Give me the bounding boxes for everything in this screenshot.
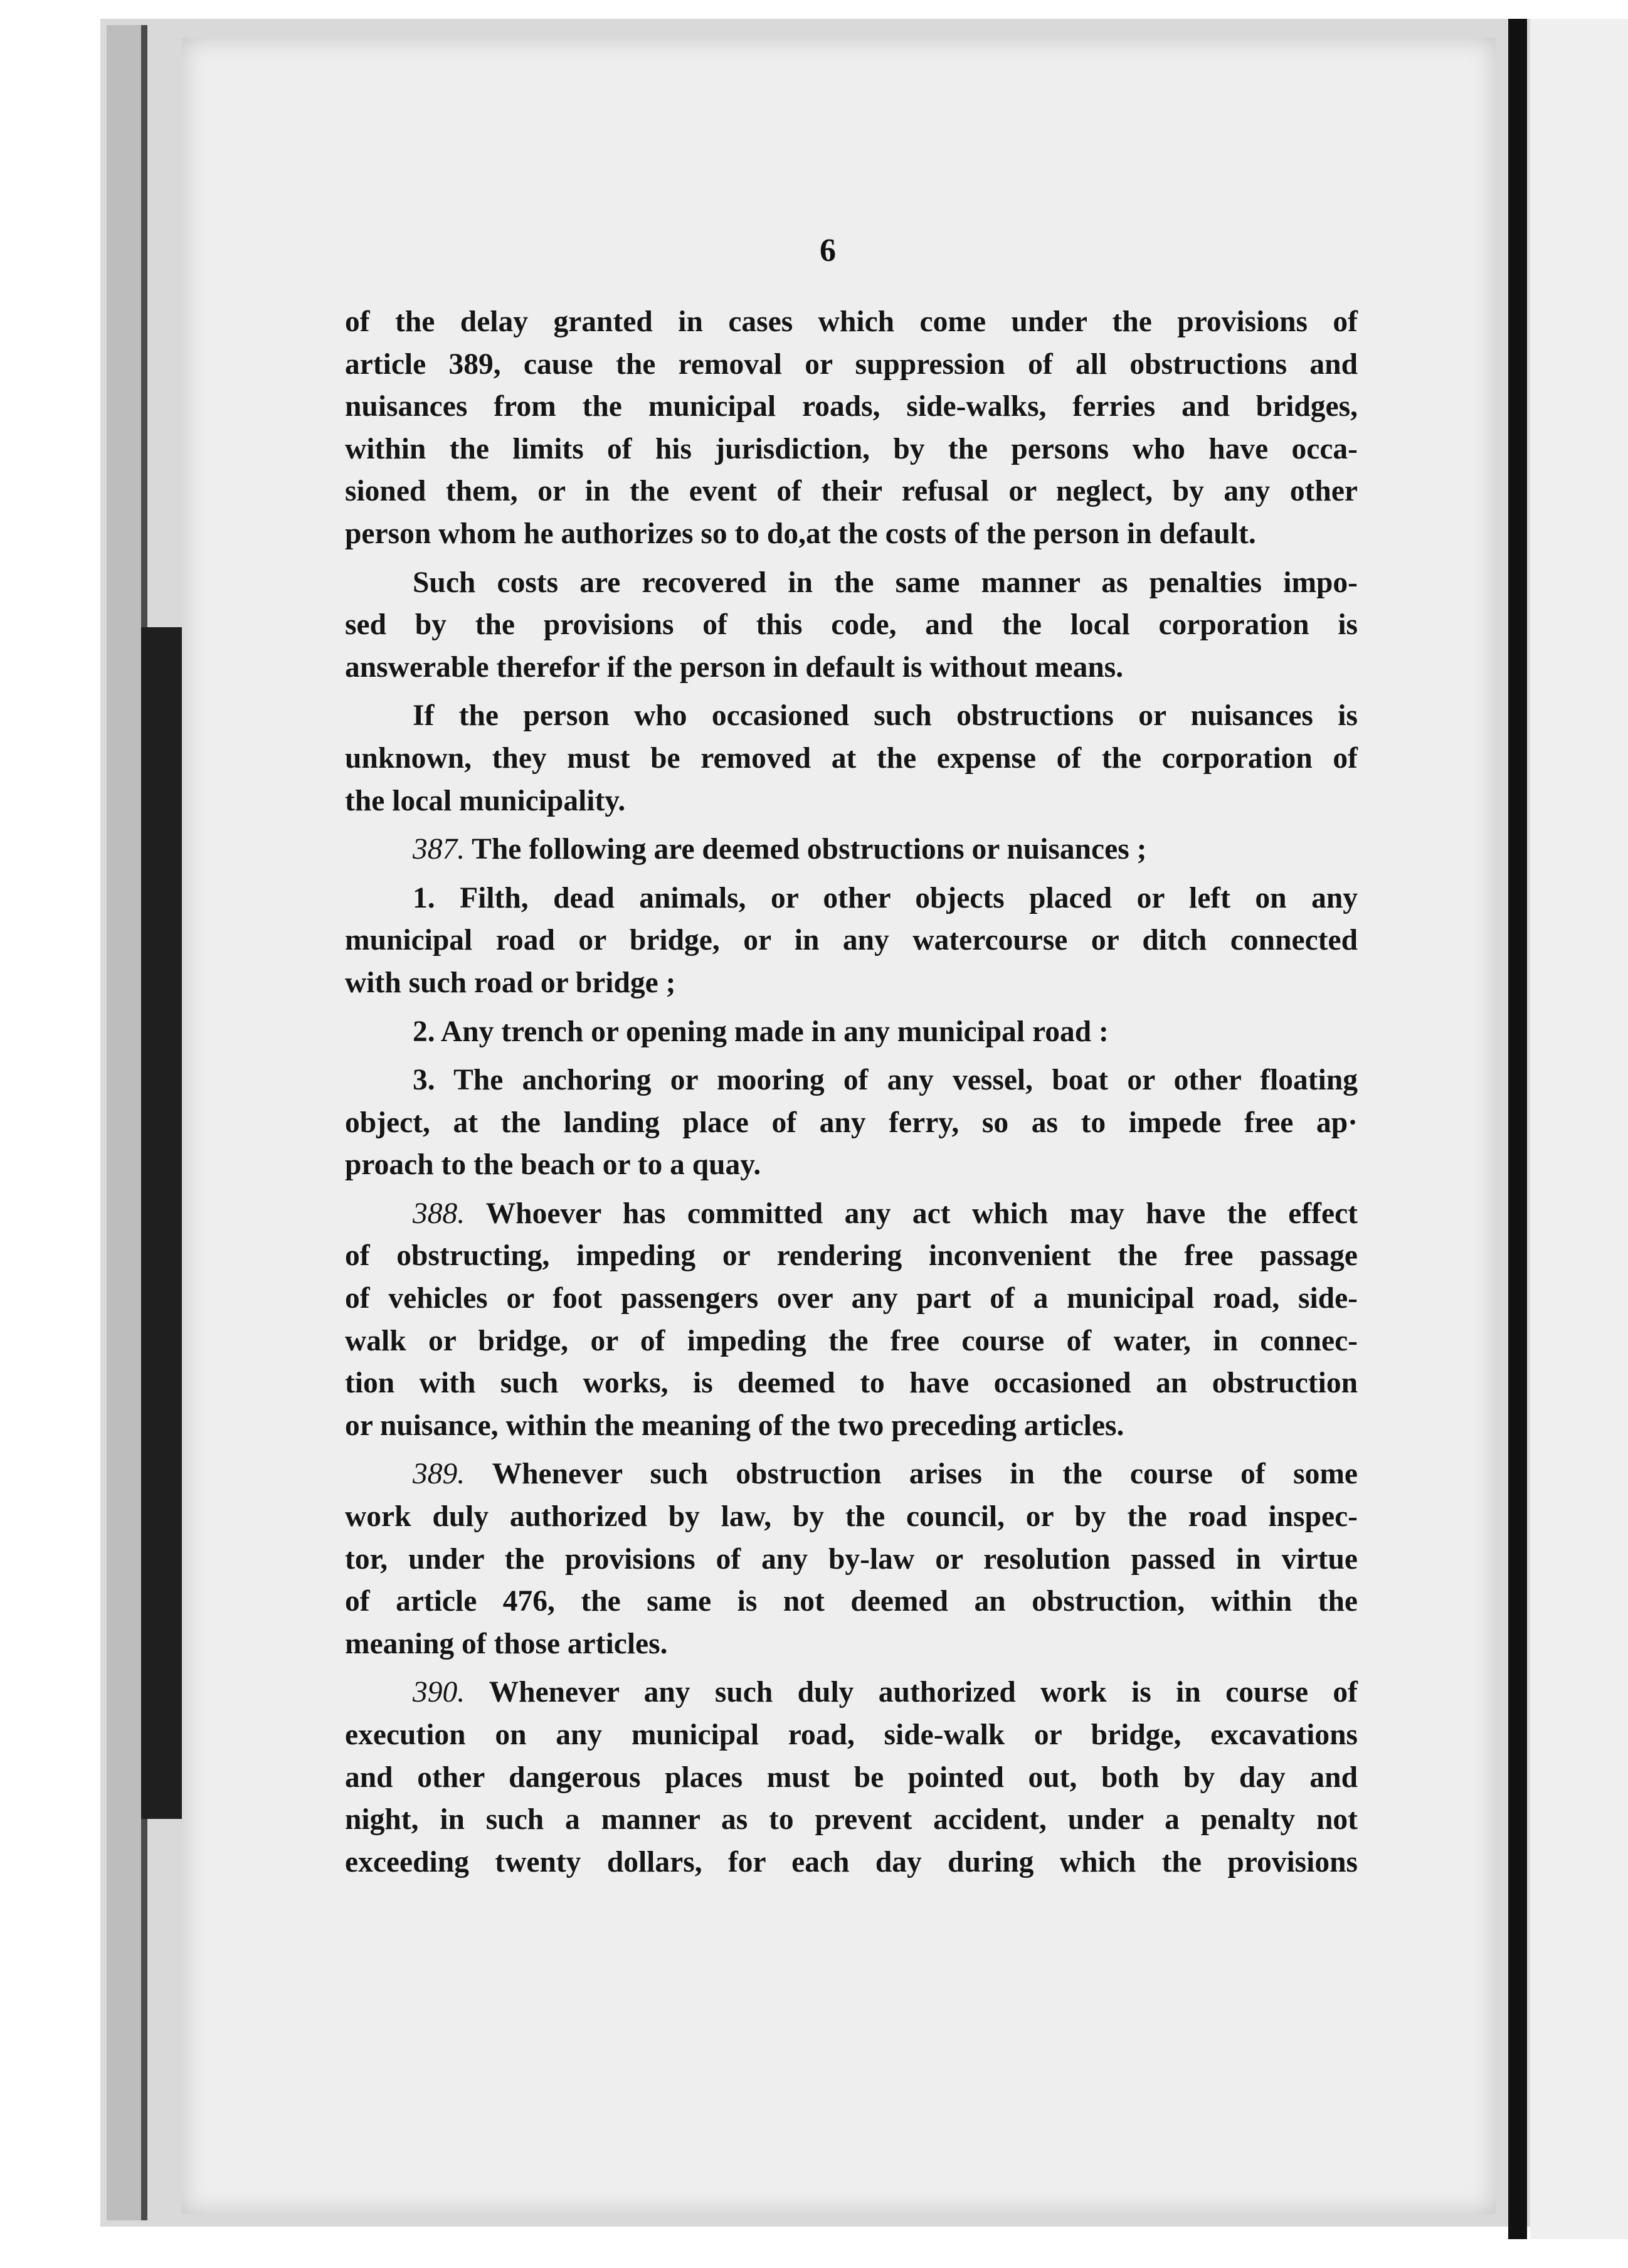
article-387 <box>345 829 1358 871</box>
text-line: with such road or bridge ; <box>345 966 676 999</box>
list-item-3 <box>345 1059 1358 1187</box>
text-line: nuisances from the municipal roads, side-walks, ferries and bridges, <box>345 390 1358 423</box>
article-text: Whenever such obstruction arises in the course of some <box>492 1458 1358 1491</box>
text-line: meaning of those articles. <box>345 1627 668 1660</box>
text-line: sed by the provisions of this code, and the local corporation is <box>345 608 1358 642</box>
text-line: of obstructing, impeding or rendering inconvenient the free passage <box>345 1239 1358 1273</box>
text-line: article 389, cause the removal or suppression of all obstructions and <box>345 347 1358 381</box>
article-number: 387. <box>413 833 465 866</box>
adjacent-page-edge <box>1530 19 1628 2239</box>
article-number: 390. <box>413 1676 465 1709</box>
article-389 <box>345 1453 1358 1665</box>
list-item-1 <box>345 877 1358 1005</box>
article-text: Whoever has committed any act which may have the effect <box>485 1197 1358 1230</box>
text-line: work duly authorized by law, by the council, or by the road inspec- <box>345 1500 1358 1534</box>
article-text: The following are deemed obstructions or nuisances ; <box>472 833 1147 866</box>
paragraph <box>345 695 1358 822</box>
text-line: Such costs are recovered in the same manner as penalties impo- <box>413 566 1358 599</box>
body-text <box>345 301 1358 1884</box>
text-line <box>345 1453 1358 1496</box>
text-line: tor, under the provisions of any by-law or resolution passed in virtue <box>345 1542 1358 1576</box>
page-divider-right <box>1508 19 1527 2239</box>
text-line: If the person who occasioned such obstructions or nuisances is <box>413 699 1358 733</box>
text-line <box>345 1672 1358 1714</box>
text-line <box>345 829 1358 871</box>
text-line: of vehicles or foot passengers over any part of a municipal road, side- <box>345 1282 1358 1315</box>
text-line: within the limits of his jurisdiction, by the persons who have occa- <box>345 432 1358 465</box>
article-388 <box>345 1193 1358 1448</box>
paragraph <box>345 301 1358 556</box>
text-line: 3. The anchoring or mooring of any vessel, boat or other floating <box>413 1064 1358 1097</box>
text-line: of article 476, the same is not deemed an obstruction, within the <box>345 1585 1358 1618</box>
text-line: walk or bridge, or of impeding the free course of water, in connec- <box>345 1324 1358 1357</box>
text-line: night, in such a manner as to prevent accident, under a penalty not <box>345 1803 1358 1836</box>
article-number: 389. <box>413 1458 465 1491</box>
text-line: and other dangerous places must be pointed out, both by day and <box>345 1761 1358 1794</box>
text-line: of the delay granted in cases which come under the provisions of <box>345 305 1358 338</box>
text-line: execution on any municipal road, side-walk or bridge, excavations <box>345 1719 1358 1751</box>
text-line: unknown, they must be removed at the expense of the corporation of <box>345 741 1358 775</box>
article-390 <box>345 1672 1358 1884</box>
text-line <box>345 1193 1358 1236</box>
text-line: proach to the beach or to a quay. <box>345 1148 761 1182</box>
article-number: 388. <box>413 1197 465 1230</box>
page-number: 6 <box>820 233 836 268</box>
text-line: or nuisance, within the meaning of the two preceding articles. <box>345 1409 1124 1442</box>
paragraph <box>345 562 1358 689</box>
text-line: exceeding twenty dollars, for each day during which the provisions <box>345 1845 1358 1879</box>
article-text: Whenever any such duly authorized work is in course of <box>489 1676 1358 1709</box>
text-line: sioned them, or in the event of their refusal or neglect, by any other <box>345 475 1358 508</box>
text-line: the local municipality. <box>345 784 626 817</box>
text-line: answerable therefor if the person in default is without means. <box>345 650 1124 684</box>
text-line: tion with such works, is deemed to have occasioned an obstruction <box>345 1367 1358 1400</box>
text-line: 2. Any trench or opening made in any municipal road : <box>413 1015 1109 1048</box>
text-line: person whom he authorizes so to do,at the costs of the person in default. <box>345 517 1256 550</box>
text-line: municipal road or bridge, or in any watercourse or ditch connected <box>345 924 1358 957</box>
text-line: 1. Filth, dead animals, or other objects placed or left on any <box>413 881 1358 914</box>
list-item-2 <box>345 1011 1358 1054</box>
text-line: object, at the landing place of any ferry, so as to impede free ap· <box>345 1106 1358 1139</box>
